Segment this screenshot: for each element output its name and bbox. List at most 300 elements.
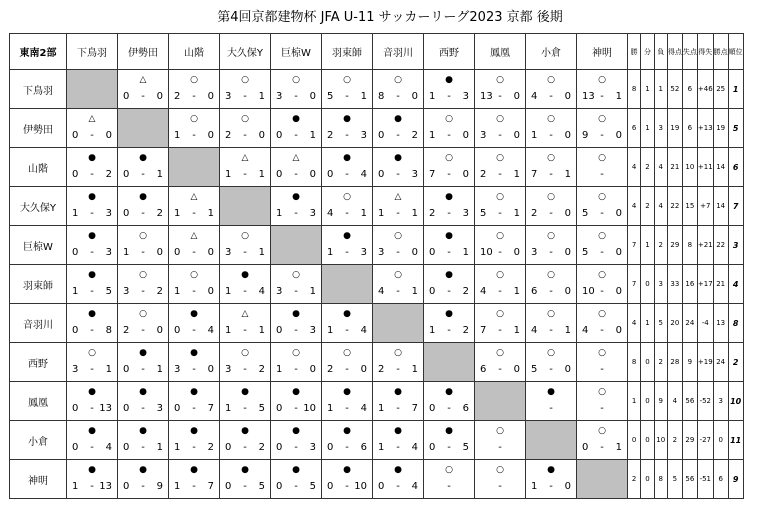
score-against: 0	[309, 364, 316, 375]
score-against: 5	[258, 481, 265, 492]
score-for: 2	[225, 130, 232, 141]
result-mark: ○	[598, 192, 606, 202]
stat-value: +46	[697, 70, 713, 109]
score-dash: -	[600, 364, 604, 375]
match-cell	[577, 70, 628, 109]
stat-value: 9	[654, 382, 667, 421]
stat-value: 2	[667, 421, 682, 460]
score-against: 1	[258, 247, 265, 258]
score-against: 4	[411, 442, 418, 453]
stat-header: 勝	[628, 34, 641, 70]
score-against: 1	[513, 208, 520, 219]
match-cell	[67, 304, 118, 343]
result-mark: ●	[241, 465, 249, 475]
stat-value: 4	[628, 304, 641, 343]
diagonal-cell	[475, 382, 526, 421]
result-mark: ○	[598, 270, 606, 280]
score-for: 1	[174, 286, 181, 297]
score-for: 8	[378, 91, 385, 102]
stat-value: 4	[667, 382, 682, 421]
stat-value: -27	[697, 421, 713, 460]
match-cell	[373, 343, 424, 382]
match-cell	[577, 304, 628, 343]
result-mark: ●	[139, 387, 147, 397]
row-team-name: 小倉	[10, 421, 67, 460]
score-dash: -	[243, 286, 247, 297]
score-against: 1	[258, 91, 265, 102]
score-against: 0	[564, 91, 571, 102]
result-mark: ●	[139, 192, 147, 202]
score-dash: -	[141, 442, 145, 453]
score-dash: -	[549, 130, 553, 141]
stat-value: 29	[667, 226, 682, 265]
match-cell	[220, 109, 271, 148]
score-against: 7	[207, 403, 214, 414]
score-against: 2	[105, 169, 112, 180]
score-against: 6	[360, 442, 367, 453]
score-against: 4	[258, 286, 265, 297]
score-dash: -	[141, 286, 145, 297]
score-dash: -	[90, 442, 94, 453]
diagonal-cell	[373, 304, 424, 343]
result-mark: ○	[598, 231, 606, 241]
result-mark: ○	[394, 270, 402, 280]
row-team-name: 鳳凰	[10, 382, 67, 421]
result-mark: ●	[343, 309, 351, 319]
score-against: 13	[99, 481, 112, 492]
score-for: 0	[429, 247, 436, 258]
stat-value: 13	[713, 304, 728, 343]
score-against: 1	[513, 169, 520, 180]
stat-header: 順位	[728, 34, 743, 70]
score-dash: -	[549, 286, 553, 297]
score-dash: -	[90, 403, 94, 414]
result-mark: ●	[190, 426, 198, 436]
result-mark: ○	[241, 75, 249, 85]
score-dash: -	[243, 169, 247, 180]
match-cell	[322, 70, 373, 109]
stat-value: 28	[667, 343, 682, 382]
result-mark: ●	[88, 387, 96, 397]
result-mark: ○	[598, 75, 606, 85]
score-against: 4	[360, 169, 367, 180]
team-header: 西野	[424, 34, 475, 70]
match-cell	[424, 265, 475, 304]
score-for: 1	[378, 403, 385, 414]
result-mark: ○	[139, 309, 147, 319]
result-mark: ○	[598, 153, 606, 163]
score-for: 0	[225, 442, 232, 453]
score-dash: -	[600, 442, 604, 453]
stat-value: 1	[654, 70, 667, 109]
match-cell	[526, 460, 577, 499]
match-cell	[67, 265, 118, 304]
match-cell	[118, 343, 169, 382]
match-cell	[220, 226, 271, 265]
score-against: 1	[411, 286, 418, 297]
result-mark: △	[190, 192, 198, 202]
match-cell	[322, 148, 373, 187]
match-cell	[373, 187, 424, 226]
diagonal-cell	[577, 460, 628, 499]
score-against: 1	[513, 325, 520, 336]
score-for: 5	[582, 208, 589, 219]
score-for: 5	[480, 208, 487, 219]
score-dash: -	[90, 247, 94, 258]
result-mark: ○	[598, 309, 606, 319]
score-against: 4	[411, 481, 418, 492]
result-mark: ○	[139, 231, 147, 241]
score-dash: -	[243, 130, 247, 141]
result-mark: △	[292, 153, 300, 163]
score-against: 3	[411, 169, 418, 180]
score-for: 0	[123, 481, 130, 492]
score-against: 1	[360, 208, 367, 219]
score-for: 7	[531, 169, 538, 180]
stat-value: 15	[682, 187, 697, 226]
result-mark: ○	[496, 75, 504, 85]
result-mark: ○	[445, 114, 453, 124]
score-dash: -	[192, 442, 196, 453]
stat-header: 勝点	[713, 34, 728, 70]
match-cell	[577, 265, 628, 304]
score-against: 2	[462, 286, 469, 297]
score-dash: -	[294, 286, 298, 297]
score-for: 1	[531, 481, 538, 492]
match-cell	[67, 187, 118, 226]
score-against: 1	[513, 286, 520, 297]
score-dash: -	[498, 286, 502, 297]
match-cell	[271, 304, 322, 343]
score-against: 2	[258, 442, 265, 453]
score-for: 4	[531, 325, 538, 336]
stat-header: 負	[654, 34, 667, 70]
score-against: 0	[309, 91, 316, 102]
result-mark: ●	[88, 270, 96, 280]
score-against: 0	[411, 91, 418, 102]
match-cell	[475, 226, 526, 265]
score-against: 1	[615, 442, 622, 453]
stat-value: 6	[713, 460, 728, 499]
match-cell	[271, 148, 322, 187]
rank-value: 10	[728, 382, 743, 421]
score-dash: -	[396, 442, 400, 453]
score-for: 0	[225, 481, 232, 492]
score-against: 2	[258, 364, 265, 375]
score-for: 1	[327, 403, 334, 414]
score-for: 1	[174, 481, 181, 492]
match-cell	[424, 109, 475, 148]
stat-value: 1	[628, 382, 641, 421]
match-cell	[322, 304, 373, 343]
score-for: 3	[225, 364, 232, 375]
stat-value: 4	[654, 148, 667, 187]
score-dash: -	[600, 130, 604, 141]
match-cell	[67, 382, 118, 421]
score-for: 3	[480, 130, 487, 141]
score-dash: -	[498, 442, 502, 453]
score-for: 0	[72, 169, 79, 180]
match-cell	[424, 148, 475, 187]
match-cell	[577, 148, 628, 187]
score-dash: -	[141, 325, 145, 336]
result-mark: △	[139, 75, 147, 85]
stat-value: 24	[682, 304, 697, 343]
score-for: 1	[276, 208, 283, 219]
result-mark: ●	[241, 426, 249, 436]
score-against: 1	[360, 91, 367, 102]
result-mark: ●	[394, 387, 402, 397]
row-team-name: 羽束師	[10, 265, 67, 304]
match-cell	[373, 460, 424, 499]
score-against: 1	[156, 169, 163, 180]
score-for: 0	[276, 442, 283, 453]
score-for: 5	[582, 247, 589, 258]
rank-value: 6	[728, 148, 743, 187]
result-mark: ○	[394, 231, 402, 241]
match-cell	[169, 265, 220, 304]
score-against: 5	[309, 481, 316, 492]
stat-value: 0	[641, 421, 654, 460]
score-for: 1	[378, 208, 385, 219]
row-team-name: 山階	[10, 148, 67, 187]
score-against: 0	[564, 130, 571, 141]
score-dash: -	[396, 286, 400, 297]
stat-value: 56	[682, 460, 697, 499]
score-dash: -	[396, 247, 400, 258]
match-cell	[220, 343, 271, 382]
diagonal-cell	[271, 226, 322, 265]
match-cell	[271, 265, 322, 304]
score-for: 1	[72, 208, 79, 219]
result-mark: ●	[190, 387, 198, 397]
score-dash: -	[549, 325, 553, 336]
result-mark: ●	[445, 75, 453, 85]
score-dash: -	[243, 247, 247, 258]
score-against: 1	[411, 364, 418, 375]
result-mark: ○	[496, 192, 504, 202]
result-mark: ●	[445, 192, 453, 202]
match-cell	[526, 148, 577, 187]
result-mark: ○	[496, 309, 504, 319]
score-for: 0	[378, 169, 385, 180]
score-for: 0	[327, 481, 334, 492]
score-for: 0	[582, 442, 589, 453]
rank-value: 4	[728, 265, 743, 304]
match-cell	[526, 304, 577, 343]
team-header: 鳳凰	[475, 34, 526, 70]
score-dash: -	[192, 247, 196, 258]
score-dash: -	[90, 325, 94, 336]
score-dash: -	[192, 286, 196, 297]
result-mark: ●	[88, 426, 96, 436]
stat-value: 19	[713, 109, 728, 148]
result-mark: ○	[241, 231, 249, 241]
match-cell	[118, 187, 169, 226]
result-mark: ○	[292, 75, 300, 85]
score-for: 3	[378, 247, 385, 258]
score-for: 0	[123, 442, 130, 453]
score-against: 0	[615, 247, 622, 258]
stat-value: -52	[697, 382, 713, 421]
score-against: 0	[258, 130, 265, 141]
diagonal-cell	[526, 421, 577, 460]
score-dash: -	[192, 130, 196, 141]
score-against: 9	[156, 481, 163, 492]
score-dash: -	[396, 91, 400, 102]
score-against: 7	[207, 481, 214, 492]
match-cell	[577, 109, 628, 148]
score-dash: -	[90, 208, 94, 219]
diagonal-cell	[220, 187, 271, 226]
score-dash: -	[447, 403, 451, 414]
stat-value: 7	[628, 265, 641, 304]
match-cell	[373, 226, 424, 265]
stat-value: 21	[667, 148, 682, 187]
result-mark: ●	[343, 231, 351, 241]
result-mark: ○	[292, 270, 300, 280]
score-for: 10	[582, 286, 595, 297]
stat-value: 10	[654, 421, 667, 460]
score-dash: -	[345, 364, 349, 375]
match-cell	[169, 109, 220, 148]
result-mark: ○	[547, 192, 555, 202]
score-against: 0	[615, 130, 622, 141]
result-mark: ●	[190, 348, 198, 358]
score-dash: -	[600, 403, 604, 414]
match-cell	[220, 70, 271, 109]
result-mark: ●	[139, 153, 147, 163]
score-dash: -	[600, 91, 604, 102]
result-mark: ○	[88, 348, 96, 358]
diagonal-cell	[322, 265, 373, 304]
table-row	[10, 460, 744, 499]
score-for: 0	[72, 247, 79, 258]
score-dash: -	[294, 169, 298, 180]
result-mark: ○	[598, 114, 606, 124]
score-dash: -	[294, 442, 298, 453]
result-mark: ○	[547, 231, 555, 241]
row-team-name: 音羽川	[10, 304, 67, 343]
score-dash: -	[447, 247, 451, 258]
stat-value: -4	[697, 304, 713, 343]
rank-value: 1	[728, 70, 743, 109]
score-dash: -	[90, 364, 94, 375]
score-for: 0	[378, 130, 385, 141]
result-mark: ○	[547, 114, 555, 124]
result-mark: ●	[88, 465, 96, 475]
row-team-name: 大久保Y	[10, 187, 67, 226]
match-cell	[67, 343, 118, 382]
result-mark: ○	[445, 465, 453, 475]
result-mark: ○	[496, 348, 504, 358]
score-against: 4	[360, 403, 367, 414]
stat-value: 22	[667, 187, 682, 226]
team-header: 巨椋W	[271, 34, 322, 70]
league-table	[9, 33, 744, 499]
score-dash: -	[498, 247, 502, 258]
stat-value: 56	[682, 382, 697, 421]
score-dash: -	[243, 91, 247, 102]
score-for: 1	[72, 481, 79, 492]
score-for: 0	[123, 169, 130, 180]
score-dash: -	[498, 169, 502, 180]
match-cell	[373, 421, 424, 460]
team-header: 大久保Y	[220, 34, 271, 70]
result-mark: ○	[547, 348, 555, 358]
score-dash: -	[447, 169, 451, 180]
table-row	[10, 70, 744, 109]
match-cell	[322, 460, 373, 499]
result-mark: ●	[88, 153, 96, 163]
score-for: 4	[582, 325, 589, 336]
score-dash: -	[498, 208, 502, 219]
match-cell	[169, 421, 220, 460]
score-dash: -	[447, 208, 451, 219]
stat-value: 0	[641, 382, 654, 421]
score-dash: -	[396, 364, 400, 375]
score-against: 1	[258, 169, 265, 180]
score-dash: -	[90, 130, 94, 141]
score-against: 3	[105, 208, 112, 219]
page-title: 第4回京都建物杯 JFA U-11 サッカーリーグ2023 京都 後期	[217, 10, 563, 25]
score-dash: -	[447, 442, 451, 453]
result-mark: ○	[598, 426, 606, 436]
match-cell	[424, 304, 475, 343]
result-mark: ○	[394, 75, 402, 85]
score-dash: -	[447, 130, 451, 141]
score-against: 3	[309, 208, 316, 219]
score-dash: -	[243, 364, 247, 375]
score-dash: -	[549, 364, 553, 375]
match-cell	[475, 148, 526, 187]
score-for: 0	[123, 364, 130, 375]
score-for: 1	[327, 247, 334, 258]
score-dash: -	[600, 247, 604, 258]
score-dash: -	[192, 364, 196, 375]
score-dash: -	[396, 130, 400, 141]
score-for: 0	[72, 442, 79, 453]
team-header: 山階	[169, 34, 220, 70]
stat-value: 8	[654, 460, 667, 499]
result-mark: ○	[241, 114, 249, 124]
score-against: 0	[411, 247, 418, 258]
stat-value: 20	[667, 304, 682, 343]
match-cell	[118, 265, 169, 304]
result-mark: △	[241, 309, 249, 319]
score-dash: -	[549, 481, 553, 492]
score-dash: -	[498, 91, 502, 102]
stat-value: 0	[641, 460, 654, 499]
match-cell	[118, 70, 169, 109]
score-dash: -	[90, 481, 94, 492]
result-mark: ○	[496, 465, 504, 475]
score-dash: -	[192, 481, 196, 492]
stat-value: 0	[641, 265, 654, 304]
result-mark: ●	[343, 153, 351, 163]
score-dash: -	[192, 208, 196, 219]
score-for: 9	[582, 130, 589, 141]
rank-value: 9	[728, 460, 743, 499]
row-team-name: 巨椋W	[10, 226, 67, 265]
score-against: 3	[309, 325, 316, 336]
score-for: 3	[276, 91, 283, 102]
score-dash: -	[549, 208, 553, 219]
match-cell	[169, 343, 220, 382]
stat-value: 0	[641, 343, 654, 382]
result-mark: ●	[394, 426, 402, 436]
header-row	[10, 34, 744, 70]
